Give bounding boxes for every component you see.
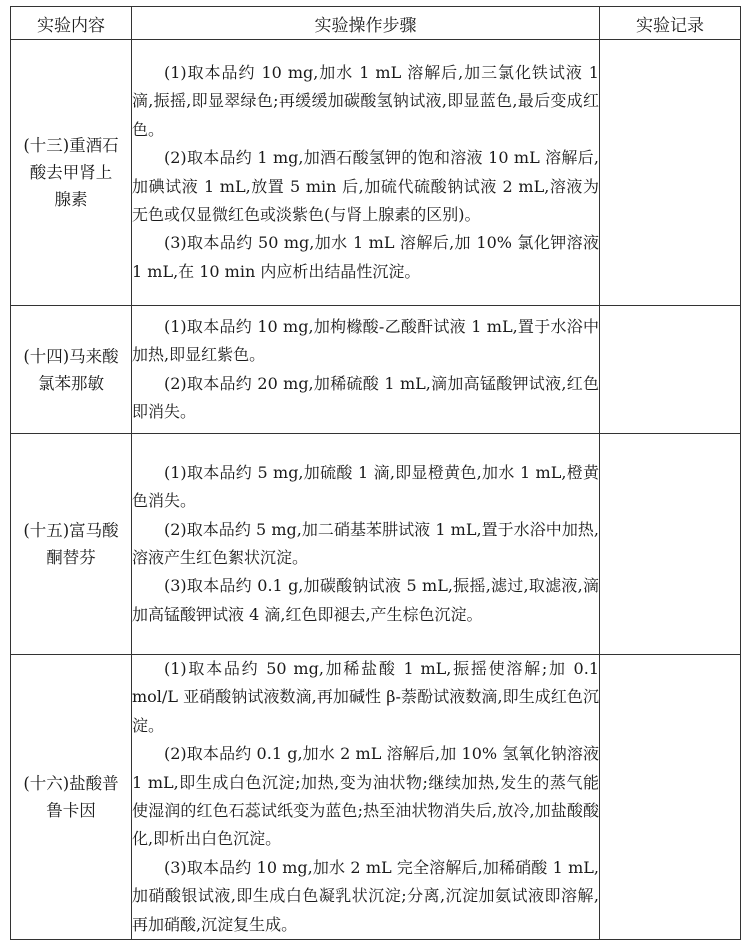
experiment-steps	[132, 40, 600, 306]
header-record: 实验记录	[600, 7, 741, 40]
experiment-table	[10, 6, 741, 940]
experiment-name	[11, 655, 132, 940]
step-paragraph: (1)取本品约 10 mg,加枸橼酸-乙酸酐试液 1 mL,置于水浴中加热,即显红紫色。	[132, 316, 599, 365]
header-content: 实验内容	[11, 7, 132, 40]
step-paragraph: (2)取本品约 1 mg,加酒石酸氢钾的饱和溶液 10 mL 溶解后,加碘试液 1 mL,放置 5 min 后,加硫代硫酸钠试液 2 mL,溶液为无色或仅显微红色或淡紫色(与肾上腺素的区别)。	[132, 148, 599, 224]
experiment-record-cell[interactable]	[600, 434, 741, 655]
experiment-name-line: (十三)重酒石	[23, 136, 119, 155]
experiment-record-cell[interactable]	[600, 40, 741, 306]
experiment-name-line: (十四)马来酸	[23, 346, 119, 366]
step-paragraph: (2)取本品约 5 mg,加二硝基苯肼试液 1 mL,置于水浴中加热,溶液产生红色絮状沉淀。	[132, 519, 599, 567]
step-paragraph: (3)取本品约 0.1 g,加碳酸钠试液 5 mL,振摇,滤过,取滤液,滴加高锰酸钾试液 4 滴,红色即褪去,产生棕色沉淀。	[132, 576, 599, 624]
experiment-name-line: (十六)盐酸普	[23, 774, 119, 794]
experiment-steps	[132, 434, 600, 655]
experiment-name	[11, 434, 132, 655]
table-row	[11, 434, 741, 655]
table-row	[11, 306, 741, 434]
step-paragraph: (3)取本品约 50 mg,加水 1 mL 溶解后,加 10% 氯化钾溶液 1 mL,在 10 min 内应析出结晶性沉淀。	[132, 233, 599, 281]
experiment-name-line: 酸去甲肾上	[29, 163, 113, 182]
experiment-name-line: (十五)富马酸	[23, 521, 119, 540]
experiment-record-cell[interactable]	[600, 306, 741, 434]
step-paragraph: (3)取本品约 10 mg,加水 2 mL 完全溶解后,加稀硝酸 1 mL,加硝酸银试液,即生成白色凝乳状沉淀;分离,沉淀加氨试液即溶解,再加硝酸,沉淀复生成。	[132, 857, 599, 934]
table-row	[11, 655, 741, 940]
header-row	[11, 7, 741, 40]
experiment-name	[11, 306, 132, 434]
step-paragraph: (1)取本品约 5 mg,加硫酸 1 滴,即显橙黄色,加水 1 mL,橙黄色消失。	[132, 462, 599, 511]
header-steps: 实验操作步骤	[132, 7, 600, 40]
experiment-record-cell[interactable]	[600, 655, 741, 940]
step-paragraph: (2)取本品约 20 mg,加稀硫酸 1 mL,滴加高锰酸钾试液,红色即消失。	[132, 373, 599, 421]
step-paragraph: (1)取本品约 10 mg,加水 1 mL 溶解后,加三氯化铁试液 1 滴,振摇,即显翠绿色;再缓缓加碳酸氢钠试液,即显蓝色,最后变成红色。	[132, 62, 599, 139]
experiment-steps	[132, 306, 600, 434]
experiment-name-line: 腺素	[54, 190, 88, 209]
experiment-name-line: 酮替芬	[46, 548, 96, 567]
step-paragraph: (2)取本品约 0.1 g,加水 2 mL 溶解后,加 10% 氢氧化钠溶液 1 mL,即生成白色沉淀;加热,变为油状物;继续加热,发生的蒸气能使湿润的红色石蕊试纸变为蓝色;热至油状物消失后,放冷,加盐酸酸化,即析出白色沉淀。	[132, 744, 599, 849]
step-paragraph: (1)取本品约 50 mg,加稀盐酸 1 mL,振摇使溶解;加 0.1 mol/L 亚硝酸钠试液数滴,再加碱性 β-萘酚试液数滴,即生成红色沉淀。	[132, 659, 599, 735]
experiment-name	[11, 40, 132, 306]
experiment-steps	[132, 655, 600, 940]
experiment-name-line: 氯苯那敏	[38, 373, 104, 393]
experiment-name-line: 鲁卡因	[46, 801, 96, 821]
table-row	[11, 40, 741, 306]
